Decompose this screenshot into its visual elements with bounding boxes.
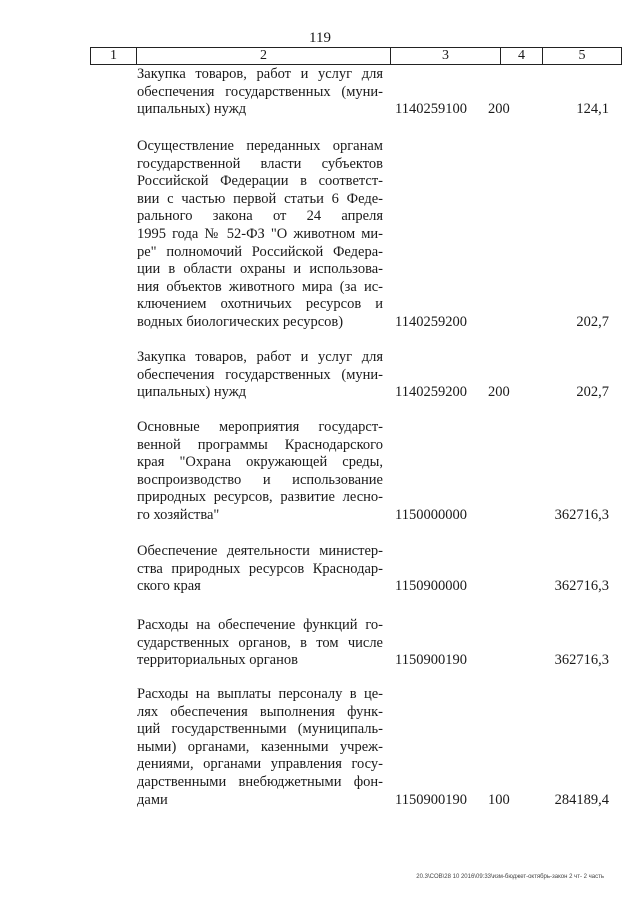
description-line: дениями, органами управления госу- [137, 756, 383, 773]
column-header-1: 1 [91, 48, 137, 64]
description-line: обеспечения государственных (муни- [137, 366, 383, 383]
description-line: природных ресурсов, развитие лесно- [137, 489, 383, 506]
row-description [137, 686, 383, 809]
row-expense-type: 200 [488, 384, 510, 401]
description-line: Закупка товаров, работ и услуг для [137, 66, 383, 82]
column-header-4: 4 [501, 48, 543, 64]
description-line: ключением охотничьих ресурсов и [137, 296, 383, 313]
description-line: края "Охрана окружающей среды, [137, 454, 383, 471]
page-number: 119 [309, 30, 331, 46]
description-line: ций государственными (муниципаль- [137, 721, 383, 738]
row-code: 1140259200 [395, 314, 467, 330]
description-line: ции в области охраны и использова- [137, 261, 383, 278]
description-line: Расходы на обеспечение функций го- [137, 617, 383, 633]
description-line: дами [137, 791, 168, 808]
row-code: 1150900190 [395, 791, 467, 808]
description-line: ния объектов животного мира (за ис- [137, 278, 383, 295]
row-description [137, 66, 383, 119]
description-line: ского края [137, 578, 201, 595]
description-line: Закупка товаров, работ и услуг для [137, 349, 383, 365]
description-line: ства природных ресурсов Краснодар- [137, 560, 383, 577]
row-description [137, 617, 383, 670]
row-amount: 362716,3 [554, 652, 609, 669]
description-line: Расходы на выплаты персоналу в це- [137, 686, 383, 702]
description-line: Российской Федерации в соответст- [137, 173, 383, 190]
description-line: обеспечения государственных (муни- [137, 83, 383, 100]
description-line: рального закона от 24 апреля [137, 208, 383, 225]
row-expense-type: 200 [488, 101, 510, 118]
row-description [137, 138, 383, 332]
row-code: 1150000000 [395, 507, 467, 523]
row-code: 1140259100 [395, 101, 467, 118]
description-line: ципальных) нужд [137, 384, 247, 401]
row-code: 1150900000 [395, 578, 467, 595]
description-line: венной программы Краснодарского [137, 436, 383, 453]
row-amount: 124,1 [576, 101, 609, 118]
row-amount: 362716,3 [554, 507, 609, 523]
column-header-3: 3 [391, 48, 501, 64]
row-expense-type: 100 [488, 791, 510, 808]
column-header-5: 5 [578, 48, 586, 63]
description-line: дарственными внебюджетными фон- [137, 773, 383, 790]
footer-file-path: 20.3\COB\28 10 2016\09:33\изм-бюджет-октябрь-закон 2 чт- 2 часть [416, 874, 604, 880]
row-description [137, 349, 383, 402]
row-description [137, 543, 383, 596]
description-line: вии с частью первой статьи 6 Феде- [137, 190, 383, 207]
description-line: 1995 года № 52-ФЗ "О животном ми- [137, 225, 383, 242]
row-amount: 202,7 [576, 314, 609, 330]
description-line: водных биологических ресурсов) [137, 313, 344, 330]
row-code: 1140259200 [395, 384, 467, 401]
description-line: сударственных органов, в том числе [137, 634, 383, 651]
row-description [137, 419, 383, 525]
description-line: Основные мероприятия государст- [137, 419, 383, 435]
description-line: го хозяйства" [137, 506, 220, 523]
row-amount: 284189,4 [554, 791, 609, 808]
description-line: Осуществление переданных органам [137, 138, 383, 154]
column-header-2: 2 [137, 48, 391, 64]
row-code: 1150900190 [395, 652, 467, 669]
description-line: воспроизводство и использование [137, 471, 383, 488]
row-amount: 202,7 [576, 384, 609, 401]
description-line: государственной власти субъектов [137, 155, 383, 172]
description-line: ре" полномочий Российской Федера- [137, 243, 383, 260]
description-line: ными) органами, казенными учреж- [137, 738, 383, 755]
table-header [90, 47, 622, 65]
description-line: лях обеспечения выполнения функ- [137, 703, 383, 720]
description-line: территориальных органов [137, 652, 298, 669]
row-amount: 362716,3 [554, 578, 609, 595]
description-line: ципальных) нужд [137, 101, 247, 118]
description-line: Обеспечение деятельности министер- [137, 543, 383, 559]
